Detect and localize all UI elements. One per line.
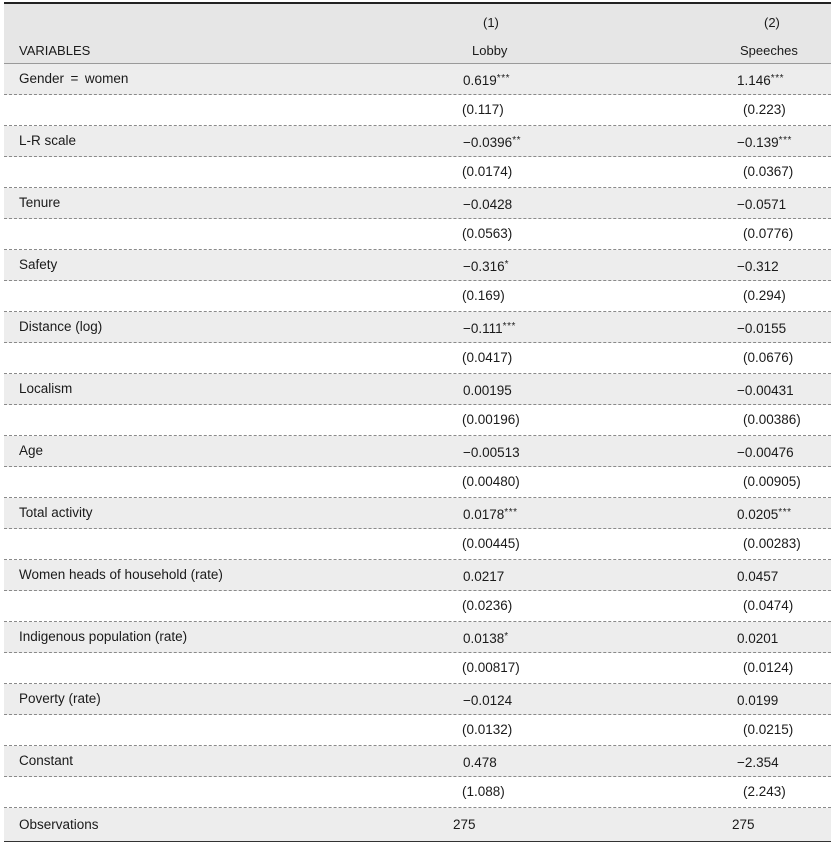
- se-col2: (0.0474): [743, 598, 794, 613]
- coef-row: [4, 684, 831, 715]
- coef-col2: [737, 746, 779, 776]
- variables-label: VARIABLES: [19, 43, 91, 58]
- coef-col2: [737, 250, 779, 280]
- coef-col2: [737, 498, 791, 528]
- coef-col1: [463, 746, 497, 776]
- coef-row: [4, 436, 831, 467]
- significance-stars: **: [512, 135, 521, 146]
- significance-stars: *: [504, 259, 510, 270]
- significance-stars: ***: [778, 135, 792, 146]
- coef-col2: [737, 374, 794, 404]
- se-col1: (0.00445): [462, 536, 520, 551]
- se-row: [4, 715, 831, 746]
- variable-name: Poverty (rate): [19, 691, 101, 706]
- coef-value: 1.146: [737, 73, 771, 88]
- coef-value: −0.00431: [737, 383, 794, 398]
- se-row: [4, 653, 831, 684]
- variable-name: Age: [19, 443, 44, 458]
- se-col2: (0.0124): [743, 660, 794, 675]
- variable-name: Localism: [19, 381, 73, 396]
- se-row: [4, 343, 831, 374]
- coef-value: 0.0201: [737, 631, 779, 646]
- coef-col2: [737, 436, 794, 466]
- coef-value: 0.619: [463, 73, 497, 88]
- coef-value: 0.0457: [737, 569, 779, 584]
- variable-name: Gender = women: [19, 71, 129, 86]
- significance-stars: ***: [778, 507, 792, 518]
- se-row: [4, 467, 831, 498]
- coef-value: −0.00476: [737, 445, 794, 460]
- coef-row: [4, 64, 831, 95]
- coef-col1: [463, 684, 512, 714]
- significance-stars: *: [504, 631, 509, 642]
- coef-value: −0.316: [463, 259, 505, 274]
- coef-value: 0.0217: [463, 569, 505, 584]
- se-row: [4, 529, 831, 560]
- coef-value: 0.0205: [737, 507, 779, 522]
- col2-label: Speeches: [740, 43, 798, 58]
- variable-name: Indigenous population (rate): [19, 629, 188, 644]
- variable-name: Distance (log): [19, 319, 103, 334]
- col2-number: (2): [764, 15, 780, 30]
- coef-value: 0.0138: [463, 631, 505, 646]
- coef-value: −0.0155: [737, 321, 787, 336]
- se-row: [4, 777, 831, 808]
- se-col1: (0.0236): [462, 598, 513, 613]
- observations-col2: 275: [732, 817, 755, 832]
- coef-col1: [463, 312, 516, 342]
- coef-col2: [737, 126, 792, 156]
- se-col2: (0.00905): [743, 474, 801, 489]
- coef-col2: [737, 560, 778, 590]
- coef-col1: [463, 498, 517, 528]
- se-col2: (0.00283): [743, 536, 801, 551]
- coef-row: [4, 188, 831, 219]
- coef-value: −0.0571: [737, 197, 787, 212]
- se-col1: (0.00817): [462, 660, 520, 675]
- se-row: [4, 95, 831, 126]
- coef-value: −0.0428: [463, 197, 513, 212]
- coef-row: [4, 250, 831, 281]
- observations-label: Observations: [19, 817, 99, 832]
- significance-stars: ***: [496, 73, 510, 84]
- observations-col1: 275: [453, 817, 476, 832]
- col1-label: Lobby: [472, 43, 508, 58]
- coef-col1: [463, 374, 512, 404]
- coef-row: [4, 622, 831, 653]
- coef-value: 0.0199: [737, 693, 779, 708]
- coef-value: −0.0396: [463, 135, 513, 150]
- significance-stars: ***: [504, 507, 518, 518]
- significance-stars: ***: [502, 321, 516, 332]
- coef-row: [4, 746, 831, 777]
- col1-number: (1): [483, 15, 499, 30]
- coef-col1: [463, 188, 512, 218]
- regression-table: [4, 0, 831, 842]
- coef-value: 0.478: [463, 755, 497, 770]
- variable-name: Women heads of household (rate): [19, 567, 223, 582]
- se-col2: (0.294): [743, 288, 786, 303]
- se-row: [4, 219, 831, 250]
- se-col1: (0.0174): [462, 164, 513, 179]
- se-row: [4, 281, 831, 312]
- coef-value: −0.0124: [463, 693, 513, 708]
- coef-col2: [737, 312, 786, 342]
- coef-value: 0.0178: [463, 507, 505, 522]
- coef-col1: [463, 622, 509, 652]
- se-col1: (1.088): [462, 784, 505, 799]
- coef-col1: [463, 250, 509, 280]
- variable-name: Constant: [19, 753, 74, 768]
- coef-row: [4, 498, 831, 529]
- coef-col1: [463, 560, 504, 590]
- se-col2: (0.223): [743, 102, 786, 117]
- se-col2: (0.0367): [743, 164, 794, 179]
- coef-col2: [737, 188, 786, 218]
- se-col2: (0.0676): [743, 350, 794, 365]
- se-col1: (0.169): [462, 288, 505, 303]
- se-col2: (0.00386): [743, 412, 801, 427]
- variable-name: Tenure: [19, 195, 61, 210]
- coef-row: [4, 560, 831, 591]
- se-col2: (0.0776): [743, 226, 794, 241]
- coef-row: [4, 312, 831, 343]
- coef-col2: [737, 64, 784, 94]
- table-header: [4, 4, 831, 64]
- se-col1: (0.0563): [462, 226, 513, 241]
- coef-col2: [737, 684, 778, 714]
- coef-value: −0.312: [737, 259, 779, 274]
- coef-value: −0.00513: [463, 445, 520, 460]
- se-col2: (0.0215): [743, 722, 794, 737]
- se-col1: (0.0417): [462, 350, 513, 365]
- coef-row: [4, 374, 831, 405]
- variable-name: L-R scale: [19, 133, 77, 148]
- coef-col1: [463, 436, 520, 466]
- coef-value: −2.354: [737, 755, 779, 770]
- se-row: [4, 591, 831, 622]
- se-row: [4, 157, 831, 188]
- coef-value: 0.00195: [463, 383, 512, 398]
- se-col1: (0.117): [462, 102, 504, 117]
- observations-row: [4, 808, 831, 842]
- table-body: [4, 64, 831, 808]
- coef-value: −0.139: [737, 135, 779, 150]
- significance-stars: ***: [770, 73, 784, 84]
- coef-col1: [463, 126, 521, 156]
- coef-col1: [463, 64, 510, 94]
- coef-value: −0.111: [463, 321, 503, 336]
- coef-row: [4, 126, 831, 157]
- se-col1: (0.00196): [462, 412, 520, 427]
- coef-col2: [737, 622, 778, 652]
- se-col2: (2.243): [743, 784, 786, 799]
- variable-name: Total activity: [19, 505, 93, 520]
- se-row: [4, 405, 831, 436]
- se-col1: (0.0132): [462, 722, 513, 737]
- se-col1: (0.00480): [462, 474, 520, 489]
- variable-name: Safety: [19, 257, 58, 272]
